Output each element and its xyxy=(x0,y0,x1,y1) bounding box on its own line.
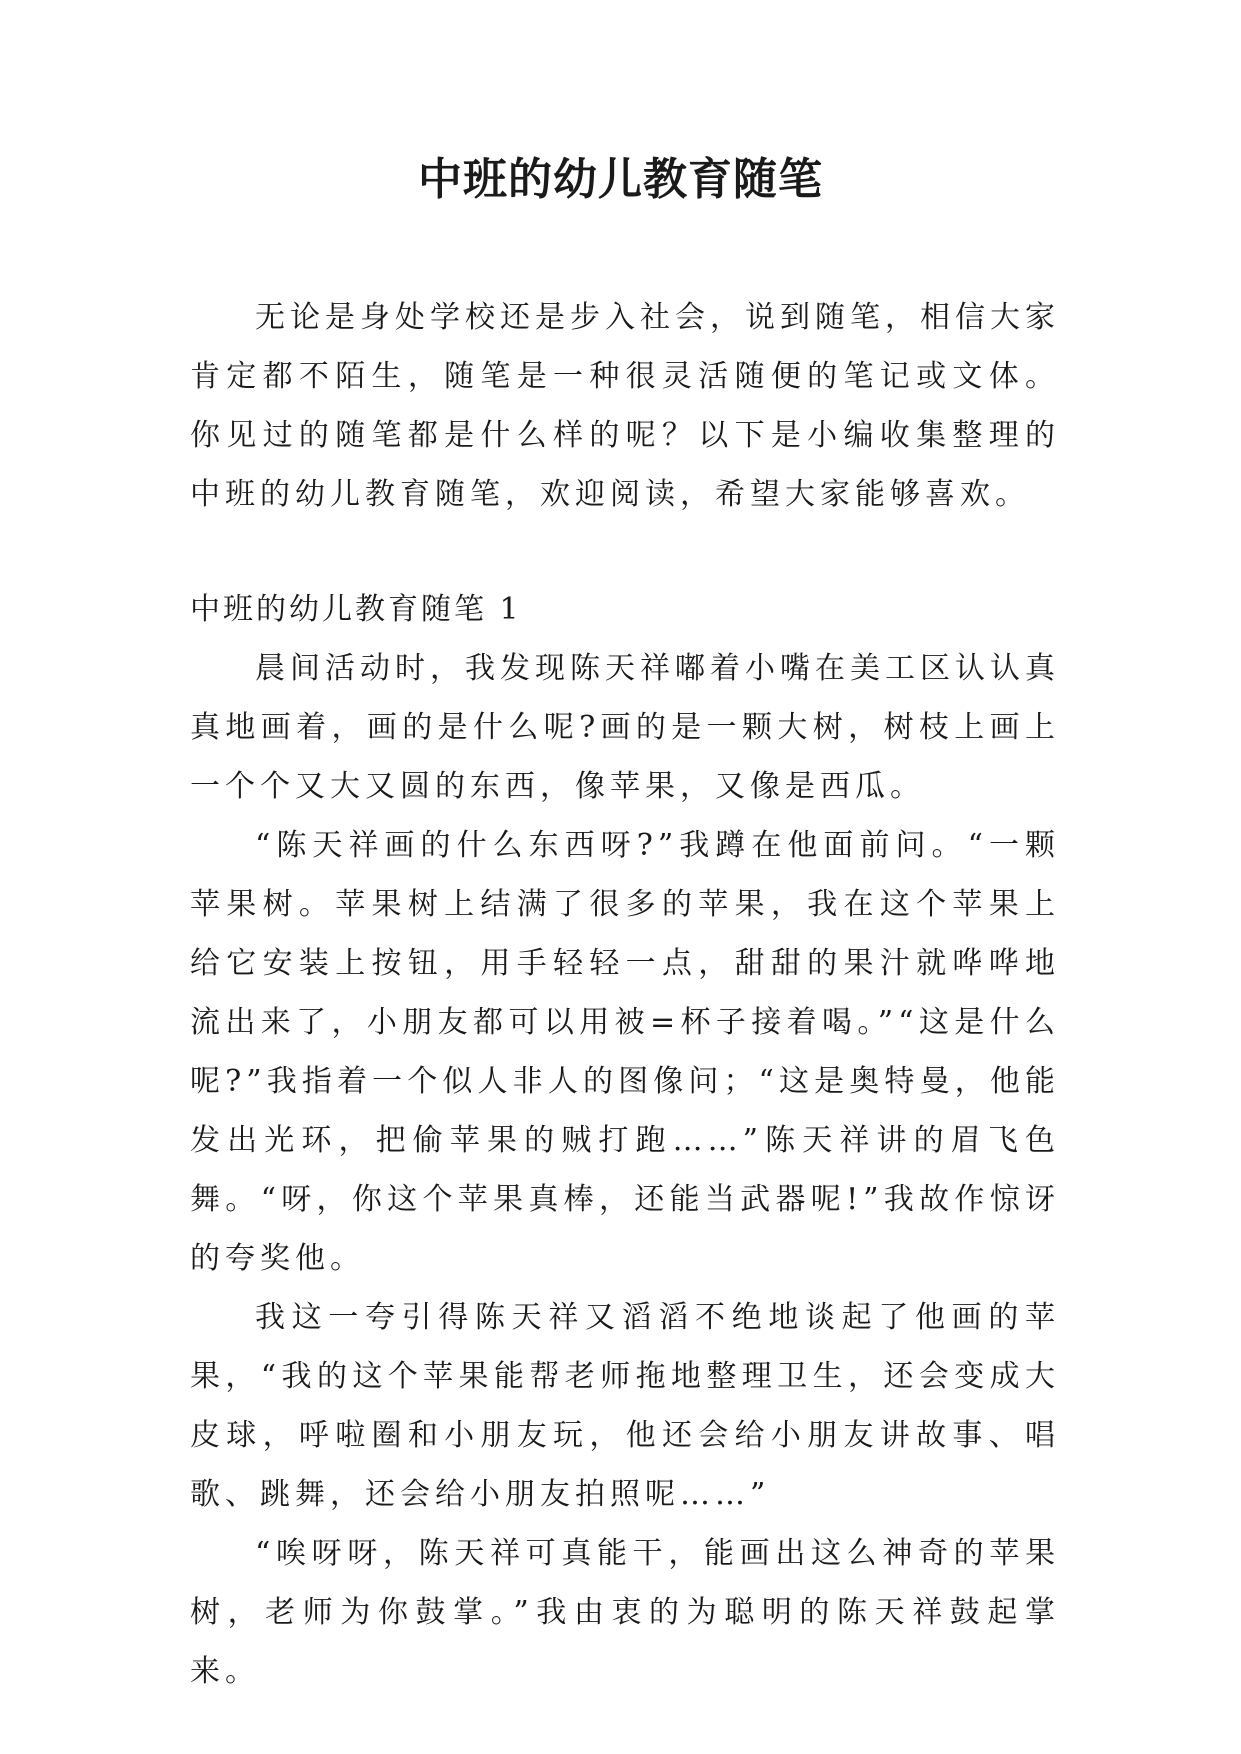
paragraph-1: 晨间活动时，我发现陈天祥嘟着小嘴在美工区认认真真地画着，画的是什么呢?画的是一颗大树，树枝上画上一个个又大又圆的东西，像苹果，又像是西瓜。 xyxy=(190,651,1060,804)
paragraph-2: “陈天祥画的什么东西呀?”我蹲在他面前问。“一颗苹果树。苹果树上结满了很多的苹果，我在这个苹果上给它安装上按钮，用手轻轻一点，甜甜的果汁就哗哗地流出来了，小朋友都可以用被=杯子接着喝。”“这是什么呢?”我指着一个似人非人的图像问；“这是奥特曼，他能发出光环，把偷苹果的贼打跑……”陈天祥讲的眉飞色舞。“呀，你这个苹果真棒，还能当武器呢!”我故作惊讶的夸奖他。 xyxy=(190,828,1060,1276)
paragraph-3: 我这一夸引得陈天祥又滔滔不绝地谈起了他画的苹果，“我的这个苹果能帮老师拖地整理卫生，还会变成大皮球，呼啦圈和小朋友玩，他还会给小朋友讲故事、唱歌、跳舞，还会给小朋友拍照呢……” xyxy=(190,1300,1060,1512)
document-title: 中班的幼儿教育随笔 xyxy=(418,154,823,205)
section-heading: 中班的幼儿教育随笔 1 xyxy=(190,592,522,627)
section-1 xyxy=(190,580,1060,1701)
paragraph-4: “唉呀呀，陈天祥可真能干，能画出这么神奇的苹果树，老师为你鼓掌。”我由衷的为聪明的陈天祥鼓起掌来。 xyxy=(190,1536,1060,1689)
intro-paragraph: 无论是身处学校还是步入社会，说到随笔，相信大家肯定都不陌生，随笔是一种很灵活随便的笔记或文体。你见过的随笔都是什么样的呢？以下是小编收集整理的中班的幼儿教育随笔，欢迎阅读，希望大家能够喜欢。 xyxy=(190,300,1060,512)
intro-block xyxy=(190,288,1060,524)
